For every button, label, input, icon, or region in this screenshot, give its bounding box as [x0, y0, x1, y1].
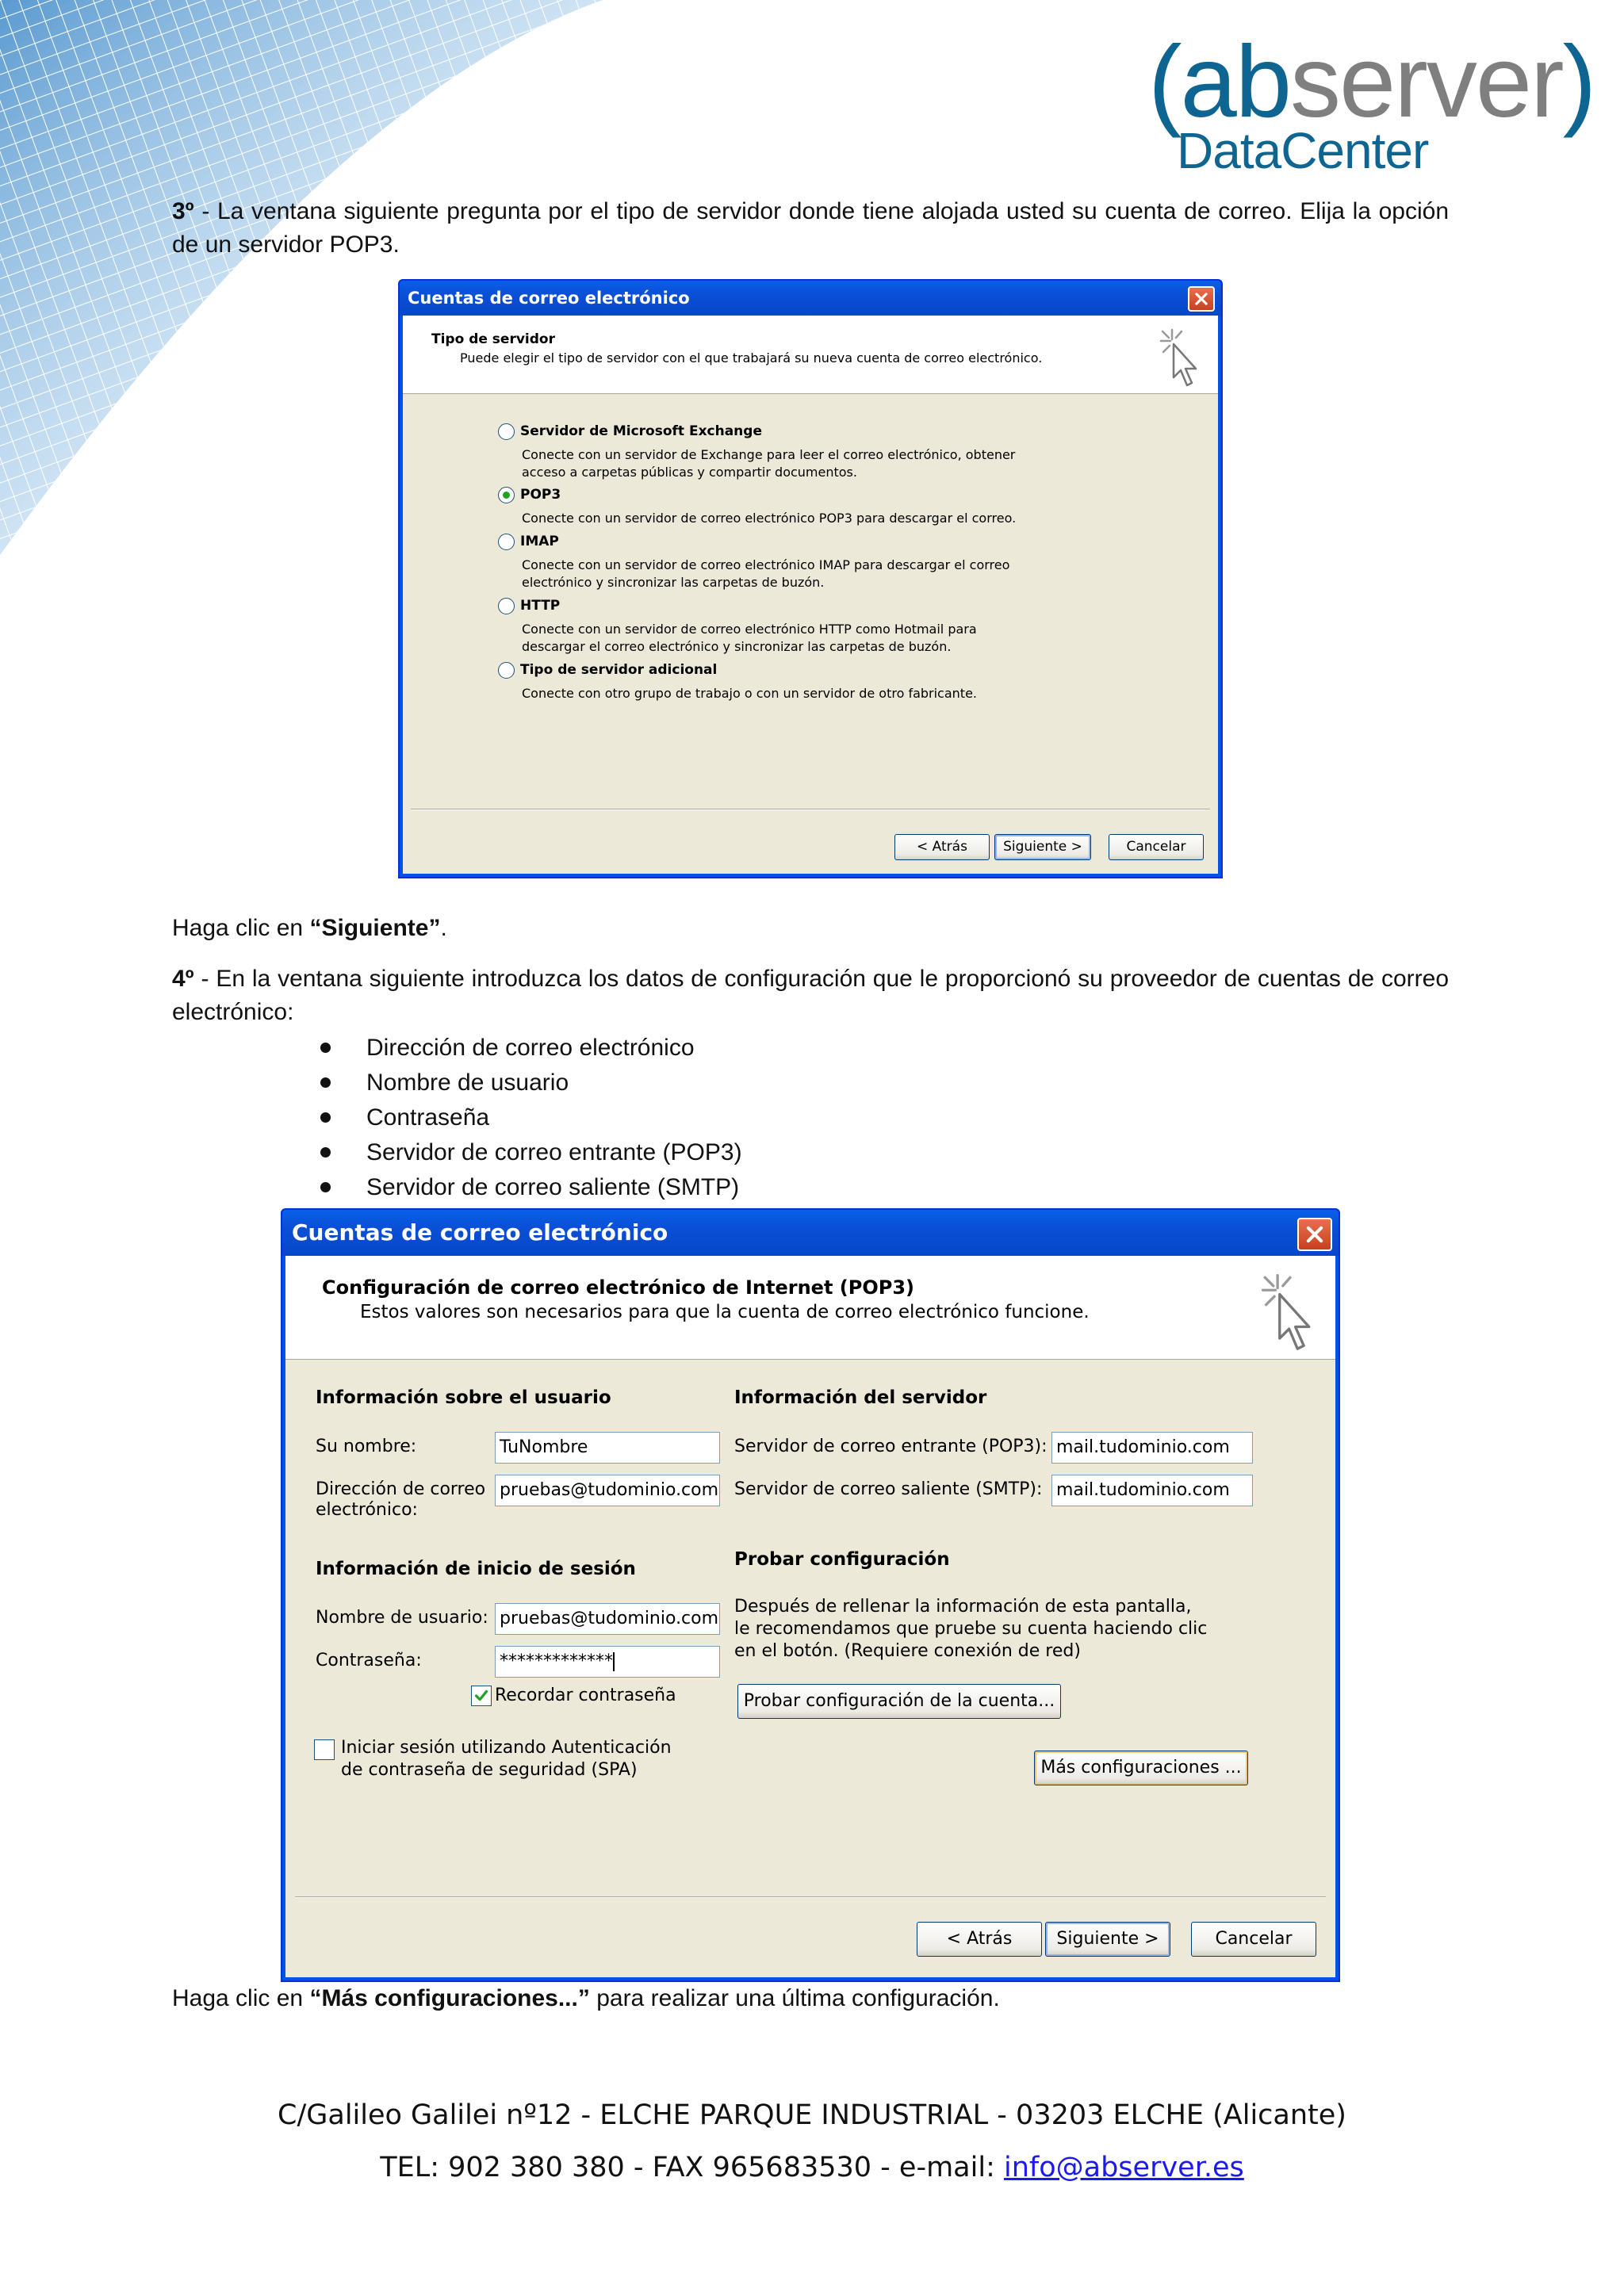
- click-more-settings-instruction: [172, 1982, 1449, 2015]
- close-icon: [1189, 288, 1213, 310]
- test-config-text-1: Después de rellenar la información de esta pantalla,: [734, 1597, 1192, 1617]
- footer-contact-text: TEL: 902 380 380 - FAX 965683530 - e-mail:: [380, 2152, 1004, 2183]
- option-additional-desc1: Conecte con otro grupo de trabajo o con un servidor de otro fabricante.: [522, 686, 977, 701]
- dialog2-divider: [295, 1896, 1326, 1898]
- login-info-heading: Información de inicio de sesión: [316, 1559, 636, 1579]
- username-input[interactable]: pruebas@tudominio.com: [495, 1603, 720, 1635]
- name-label: Su nombre:: [316, 1437, 417, 1456]
- list-item: [314, 1135, 742, 1170]
- step3-paragraph: [172, 195, 1449, 262]
- email-input[interactable]: pruebas@tudominio.com: [495, 1475, 720, 1506]
- option-imap-desc1: Conecte con un servidor de correo electrónico IMAP para descargar el correo: [522, 557, 1010, 572]
- list-item-text: Contraseña: [366, 1104, 490, 1131]
- test-config-heading: Probar configuración: [734, 1549, 950, 1570]
- click-next-instruction: [172, 912, 1449, 945]
- name-input[interactable]: TuNombre: [495, 1432, 720, 1464]
- list-item-text: Servidor de correo saliente (SMTP): [366, 1174, 740, 1200]
- list-item-text: Dirección de correo electrónico: [366, 1035, 695, 1061]
- radio-imap[interactable]: [498, 534, 515, 550]
- bullet-dot: [320, 1147, 331, 1158]
- dialog2-back-button[interactable]: < Atrás: [917, 1922, 1042, 1957]
- step4-text: - En la ventana siguiente introduzca los datos de configuración que le proporcionó su proveedor de cuentas de correo electrónico:: [172, 966, 1449, 1025]
- dialog1-body: [403, 316, 1218, 874]
- click-next-post: .: [440, 915, 447, 941]
- option-http-label: HTTP: [520, 598, 561, 614]
- dialog2-titlebar: [282, 1210, 1339, 1256]
- test-config-text-3: en el botón. (Requiere conexión de red): [734, 1641, 1081, 1661]
- incoming-server-label: Servidor de correo entrante (POP3):: [734, 1437, 1048, 1456]
- bullet-dot: [320, 1043, 331, 1053]
- server-info-heading: Información del servidor: [734, 1387, 987, 1408]
- radio-exchange[interactable]: [498, 423, 515, 440]
- close-icon: [1299, 1219, 1331, 1249]
- logo-subtitle: DataCenter: [1177, 122, 1429, 179]
- dialog2-header-subtitle: Estos valores son necesarios para que la cuenta de correo electrónico funcione.: [360, 1302, 1090, 1322]
- test-account-button[interactable]: Probar configuración de la cuenta...: [737, 1684, 1061, 1719]
- option-additional-label: Tipo de servidor adicional: [520, 662, 718, 678]
- option-imap-desc2: electrónico y sincronizar las carpetas de buzón.: [522, 575, 825, 590]
- list-item: [314, 1170, 742, 1205]
- option-pop3-desc1: Conecte con un servidor de correo electrónico POP3 para descargar el correo.: [522, 511, 1017, 526]
- list-item-text: Nombre de usuario: [366, 1070, 569, 1096]
- spa-label-line1: Iniciar sesión utilizando Autenticación: [341, 1738, 672, 1758]
- click-next-bold: “Siguiente”: [309, 915, 441, 941]
- option-imap-label: IMAP: [520, 534, 559, 549]
- click-more-bold: “Más configuraciones...”: [309, 1985, 590, 2011]
- dialog1-titlebar: [400, 281, 1221, 316]
- dialog1-header-subtitle: Puede elegir el tipo de servidor con el que trabajará su nueva cuenta de correo electrónico.: [460, 350, 1043, 365]
- username-label: Nombre de usuario:: [316, 1608, 488, 1628]
- dialog2-header: [285, 1256, 1335, 1360]
- dialog2-title: Cuentas de correo electrónico: [292, 1219, 668, 1246]
- spa-checkbox[interactable]: [314, 1739, 335, 1760]
- remember-password-label: Recordar contraseña: [495, 1686, 676, 1705]
- dialog1-back-button[interactable]: < Atrás: [894, 834, 990, 860]
- outgoing-server-label: Servidor de correo saliente (SMTP):: [734, 1479, 1043, 1499]
- user-info-heading: Información sobre el usuario: [316, 1387, 611, 1408]
- remember-password-checkbox[interactable]: [471, 1686, 492, 1706]
- bullet-dot: [320, 1112, 331, 1123]
- dialog1-title: Cuentas de correo electrónico: [408, 289, 690, 308]
- step4-paragraph: [172, 962, 1449, 1029]
- logo-wordmark: (abserver): [1148, 25, 1595, 139]
- abserver-logo: [1148, 25, 1595, 179]
- footer-address: C/Galileo Galilei nº12 - ELCHE PARQUE INDUSTRIAL - 03203 ELCHE (Alicante): [278, 2099, 1346, 2131]
- dialog2-body: [285, 1256, 1335, 1977]
- dialog1-close-button[interactable]: [1188, 286, 1215, 312]
- pop3-settings-dialog: [281, 1208, 1340, 1982]
- footer-contact: [0, 2150, 1624, 2185]
- step3-number: 3º: [172, 198, 194, 224]
- dialog1-header: [403, 316, 1218, 394]
- option-pop3-label: POP3: [520, 487, 561, 503]
- incoming-server-input[interactable]: mail.tudominio.com: [1051, 1432, 1253, 1464]
- password-label: Contraseña:: [316, 1651, 422, 1670]
- dialog2-cancel-button[interactable]: Cancelar: [1191, 1922, 1316, 1957]
- dialog2-next-button[interactable]: Siguiente >: [1045, 1922, 1170, 1957]
- option-http-desc2: descargar el correo electrónico y sincronizar las carpetas de buzón.: [522, 639, 952, 654]
- option-exchange-label: Servidor de Microsoft Exchange: [520, 423, 762, 439]
- option-exchange-desc1: Conecte con un servidor de Exchange para leer el correo electrónico, obtener: [522, 447, 1016, 462]
- checkmark-icon: [472, 1686, 491, 1705]
- radio-http[interactable]: [498, 598, 515, 614]
- dialog1-divider: [411, 809, 1210, 810]
- list-item: [314, 1031, 742, 1066]
- wizard-cursor-icon: [1254, 1269, 1320, 1356]
- test-config-text-2: le recomendamos que pruebe su cuenta haciendo clic: [734, 1619, 1208, 1639]
- radio-pop3[interactable]: [498, 487, 515, 503]
- server-type-dialog: [398, 279, 1223, 878]
- bullet-dot: [320, 1077, 331, 1088]
- spa-label-line2: de contraseña de seguridad (SPA): [341, 1760, 638, 1780]
- click-more-pre: Haga clic en: [172, 1985, 310, 2011]
- step4-number: 4º: [172, 966, 194, 992]
- config-data-list: [314, 1031, 742, 1205]
- email-label-line2: electrónico:: [316, 1500, 418, 1520]
- step3-text: - La ventana siguiente pregunta por el tipo de servidor donde tiene alojada usted su cuenta de correo. Elija la opción de un servidor POP3.: [172, 198, 1449, 258]
- bullet-dot: [320, 1182, 331, 1192]
- dialog1-next-button[interactable]: Siguiente >: [994, 834, 1091, 860]
- more-settings-button[interactable]: Más configuraciones ...: [1034, 1751, 1248, 1785]
- password-mask: *************: [500, 1651, 613, 1671]
- password-input[interactable]: [495, 1646, 720, 1678]
- list-item: [314, 1100, 742, 1135]
- dialog2-close-button[interactable]: [1297, 1218, 1332, 1251]
- option-http-desc1: Conecte con un servidor de correo electrónico HTTP como Hotmail para: [522, 622, 977, 637]
- wizard-cursor-icon: [1155, 325, 1204, 390]
- list-item: [314, 1066, 742, 1100]
- option-exchange-desc2: acceso a carpetas públicas y compartir documentos.: [522, 465, 857, 480]
- dialog2-header-title: Configuración de correo electrónico de Internet (POP3): [322, 1276, 914, 1299]
- click-more-post: para realizar una última configuración.: [589, 1985, 1000, 2011]
- radio-additional[interactable]: [498, 662, 515, 679]
- dialog1-header-title: Tipo de servidor: [431, 331, 555, 347]
- dialog1-cancel-button[interactable]: Cancelar: [1109, 834, 1204, 860]
- radio-selected-dot: [503, 492, 510, 499]
- list-item-text: Servidor de correo entrante (POP3): [366, 1139, 742, 1165]
- text-caret: [613, 1652, 615, 1671]
- outgoing-server-input[interactable]: mail.tudominio.com: [1051, 1475, 1253, 1506]
- email-label-line1: Dirección de correo: [316, 1479, 486, 1499]
- click-next-pre: Haga clic en: [172, 915, 310, 941]
- footer-email-link[interactable]: info@abserver.es: [1004, 2152, 1244, 2183]
